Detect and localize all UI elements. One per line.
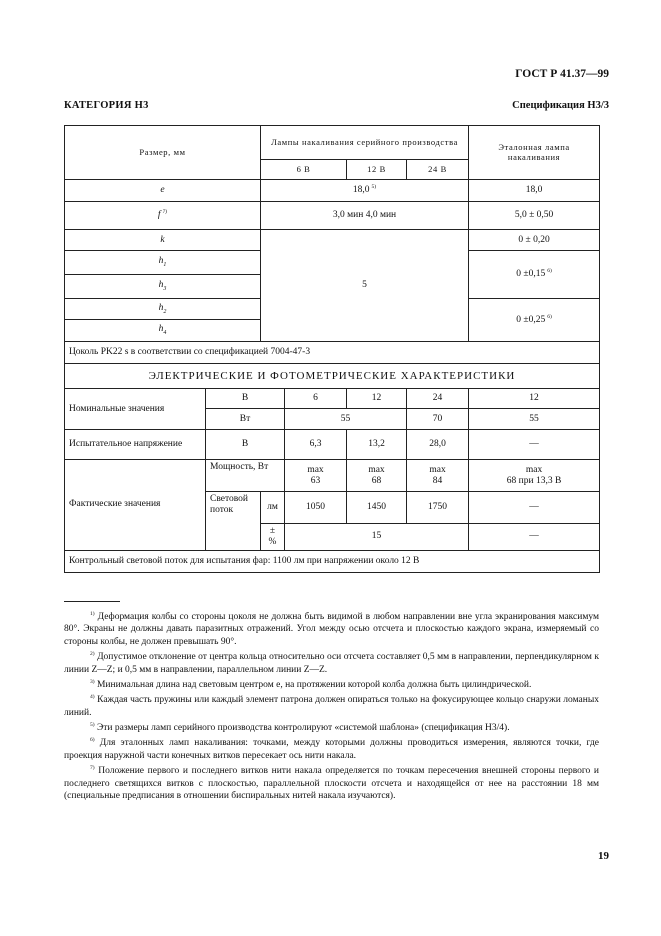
dim-e-reference: 18,0: [469, 180, 600, 202]
dim-label-e: e: [65, 180, 261, 202]
footnote-divider: [64, 601, 120, 602]
test-voltage-unit: В: [206, 430, 285, 460]
voltage-24-header: 24 В: [407, 160, 469, 180]
flux-24: 1750: [407, 492, 469, 524]
tolerance-unit: ± %: [261, 524, 285, 551]
dim-label-k: k: [65, 230, 261, 251]
dim-label-h2: $h_2$: [65, 299, 261, 320]
electrical-section-title: ЭЛЕКТРИЧЕСКИЕ И ФОТОМЕТРИЧЕСКИЕ ХАРАКТЕРИСТИКИ: [65, 364, 600, 389]
test-voltage-12: 13,2: [347, 430, 407, 460]
test-voltage-label: Испытательное напряжение: [65, 430, 206, 460]
footnote: $^{5)}$ Эти размеры ламп серийного производства контролируют «системой шаблона» (спецификация H3/4).: [90, 722, 510, 734]
flux-reference: —: [469, 492, 600, 524]
power-24: max 84: [407, 460, 469, 492]
voltage-12-header: 12 В: [347, 160, 407, 180]
dim-k-h-serial: 5: [261, 230, 469, 342]
control-flux-note: Контрольный световой поток для испытания фар: 1100 лм при напряжении около 12 В: [65, 550, 600, 572]
footnote: $^{2)}$ Допустимое отклонение от центра кольца относительно оси отсчета составляет 0,5 мм в направлении, перпендикулярном к линии Z—Z; и 0,5 мм в направлении, параллельном линии Z—Z.: [64, 651, 599, 675]
flux-12: 1450: [347, 492, 407, 524]
reference-header: Эталонная лампа накаливания: [469, 126, 600, 180]
power-label: Мощность, Вт: [206, 460, 285, 492]
flux-6: 1050: [285, 492, 347, 524]
dim-f-serial: 3,0 мин 4,0 мин: [261, 202, 469, 230]
serial-header: Лампы накаливания серийного производства: [261, 126, 469, 160]
footnote: $^{6)}$ Для эталонных ламп накаливания: точками, между которыми должны проводиться измерения, являются точки, где проекция наружной части конечных витков пересекает ось нити накала.: [64, 737, 599, 761]
footnote: $^{4)}$ Каждая часть пружины или каждый элемент патрона должен опираться только на фокусирующее кольцо снаружи ломаных линий.: [64, 694, 599, 718]
dim-label-f: f $^{7)}$: [65, 202, 261, 230]
dim-k-reference: 0 ± 0,20: [469, 230, 600, 251]
spec-title: Спецификация H3/3: [512, 100, 609, 111]
flux-label: Световой поток: [206, 492, 261, 551]
nominal-v-reference: 12: [469, 389, 600, 409]
dim-h2-h4-reference: 0 ±0,25 $^{6)}$: [469, 299, 600, 342]
power-12: max 68: [347, 460, 407, 492]
footnotes: [64, 608, 599, 802]
test-voltage-24: 28,0: [407, 430, 469, 460]
tolerance-value: 15: [285, 524, 469, 551]
cap-spec: Цоколь PK22 s в соответствии со спецификацией 7004-47-3: [65, 342, 600, 364]
power-reference: max 68 при 13,3 В: [469, 460, 600, 492]
page-number: 19: [598, 850, 609, 862]
category-title: КАТЕГОРИЯ H3: [64, 100, 149, 111]
nominal-w-24: 70: [407, 409, 469, 430]
actual-values-label: Фактические значения: [65, 460, 206, 551]
dim-label-h3: $h_3$: [65, 275, 261, 299]
standard-number: ГОСТ Р 41.37—99: [515, 68, 609, 80]
size-header: Размер, мм: [65, 126, 261, 180]
power-6: max 63: [285, 460, 347, 492]
footnote: $^{3)}$ Минимальная длина над световым центром e, на протяжении которой колба должна быть цилиндрической.: [90, 678, 532, 690]
nominal-v-12: 12: [347, 389, 407, 409]
nominal-w-reference: 55: [469, 409, 600, 430]
tolerance-reference: —: [469, 524, 600, 551]
dim-label-h1: $h_1$: [65, 251, 261, 275]
flux-unit: лм: [261, 492, 285, 524]
test-voltage-6: 6,3: [285, 430, 347, 460]
dim-f-reference: 5,0 ± 0,50: [469, 202, 600, 230]
dim-h1-h3-reference: 0 ±0,15 $^{6)}$: [469, 251, 600, 299]
spec-table: [64, 125, 600, 573]
dim-label-h4: $h_4$: [65, 320, 261, 342]
footnote: $^{7)}$ Положение первого и последнего витков нити накала определяется по точкам пересечения внешней стороны первого и последнего светящихся витков с плоскостью, параллельной плоскости отсчета и находящейся от нее на расстоянии 18 мм (специальные предписания в отношении биспиральных нитей накала изучаются).: [64, 765, 600, 801]
nominal-v-24: 24: [407, 389, 469, 409]
nominal-unit-w: Вт: [206, 409, 285, 430]
voltage-6-header: 6 В: [261, 160, 347, 180]
footnote: $^{1)}$ Деформация колбы со стороны цоколя не должна быть видимой в любом направлении вне угла экранирования максимум 80°. Экраны не должны давать паразитных отражений. Угол между осью отсчета и плоскостью каждого экрана, измеряемый со стороны колбы, не должен превышать 90°.: [64, 611, 599, 647]
nominal-unit-v: В: [206, 389, 285, 409]
nominal-w-6-12: 55: [285, 409, 407, 430]
nominal-label: Номинальные значения: [65, 389, 206, 430]
nominal-v-6: 6: [285, 389, 347, 409]
test-voltage-reference: —: [469, 430, 600, 460]
dim-e-serial: 18,0 $^{5)}$: [261, 180, 469, 202]
